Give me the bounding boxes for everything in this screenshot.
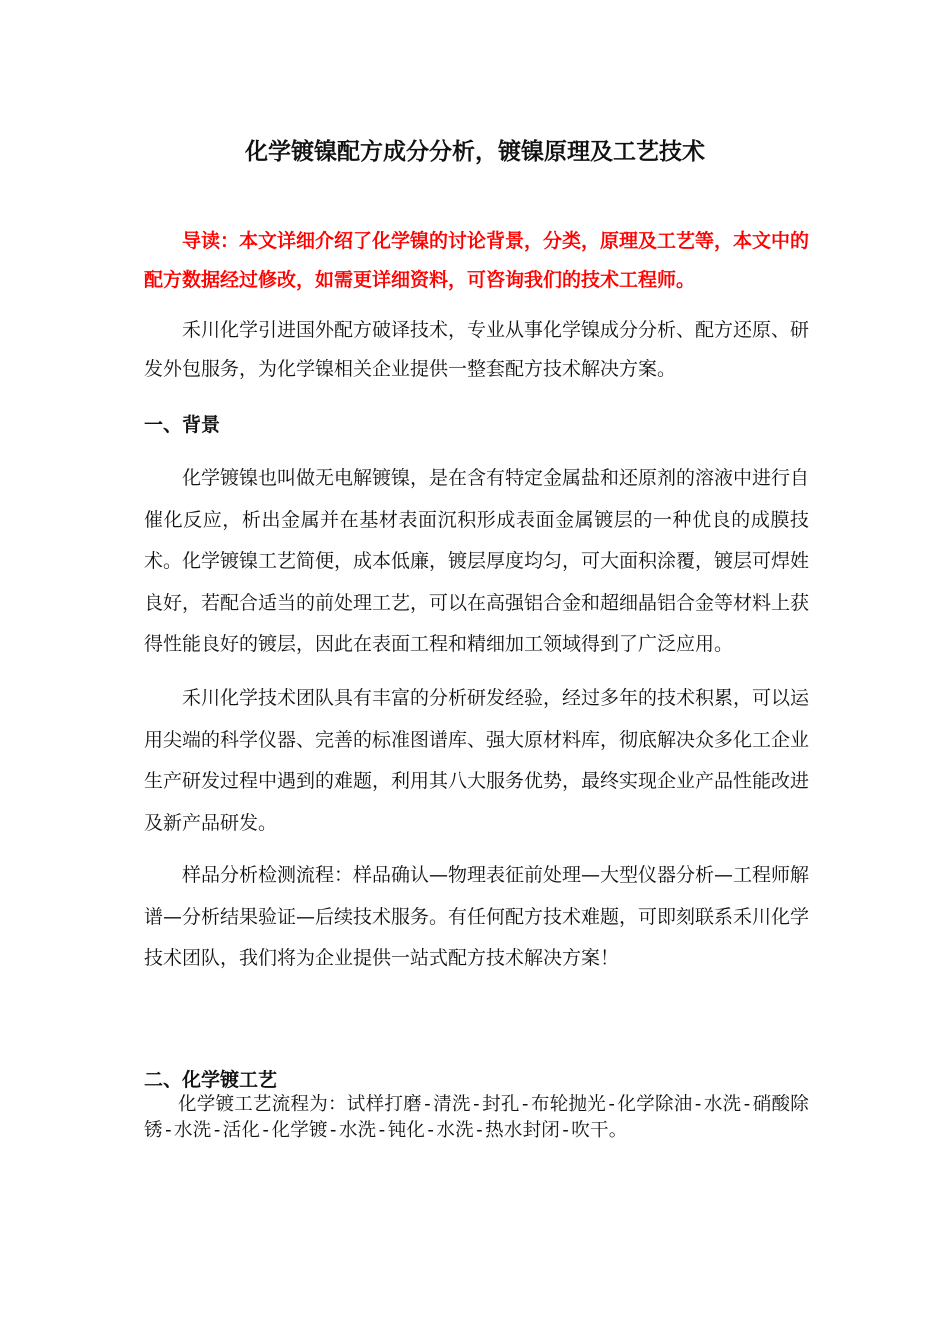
company-paragraph: 禾川化学引进国外配方破译技术，专业从事化学镍成分分析、配方还原、研发外包服务，为化学镍相关企业提供一整套配方技术解决方案。: [144, 319, 810, 380]
process-paragraph: 化学镀工艺流程为：试样打磨-清洗-封孔-布轮抛光-化学除油-水洗-硝酸除锈-水洗-活化-化学镀-水洗-钝化-水洗-热水封闭-吹干。: [144, 1094, 809, 1141]
document-title: 化学镀镍配方成分分析，镀镍原理及工艺技术: [245, 139, 705, 165]
section-heading-process: 二、化学镀工艺: [144, 1069, 278, 1091]
background-paragraph-1: 化学镀镍也叫做无电解镀镍，是在含有特定金属盐和还原剂的溶液中进行自催化反应，析出金属并在基材表面沉积形成表面金属镀层的一种优良的成膜技术。化学镀镍工艺简便，成本低廉，镀层厚度均匀，可大面积涂覆，镀层可焊姓良好，若配合适当的前处理工艺，可以在高强铝合金和超细晶铝合金等材料上获得性能良好的镀层，因此在表面工程和精细加工领域得到了广泛应用。: [144, 467, 810, 655]
background-paragraph-2: 禾川化学技术团队具有丰富的分析研发经验，经过多年的技术积累，可以运用尖端的科学仪器、完善的标准图谱库、强大原材料库，彻底解决众多化工企业生产研发过程中遇到的难题，利用其八大服务优势，最终实现企业产品性能改进及新产品研发。: [144, 687, 810, 834]
section-heading-background: 一、背景: [144, 414, 221, 436]
intro-paragraph: 导读：本文详细介绍了化学镍的讨论背景，分类，原理及工艺等，本文中的配方数据经过修改，如需更详细资料，可咨询我们的技术工程师。: [144, 230, 810, 291]
background-paragraph-3: 样品分析检测流程：样品确认—物理表征前处理—大型仪器分析—工程师解谱—分析结果验证—后续技术服务。有任何配方技术难题，可即刻联系禾川化学技术团队，我们将为企业提供一站式配方技术解决方案！: [144, 864, 810, 969]
